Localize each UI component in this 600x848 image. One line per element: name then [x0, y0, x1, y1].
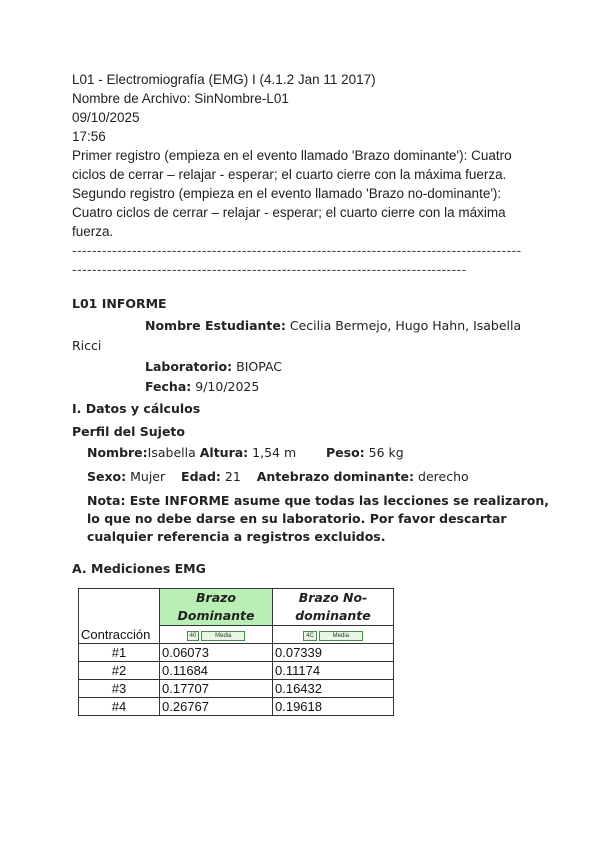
weight-label: Peso: — [326, 445, 365, 460]
profile-row-2 — [87, 469, 469, 484]
contraction-label: #2 — [79, 662, 160, 680]
nondominant-value: 0.11174 — [273, 662, 394, 680]
contraction-label: #3 — [79, 680, 160, 698]
date-row — [145, 379, 259, 394]
table-row — [79, 644, 394, 662]
report-title: L01 INFORME — [72, 296, 167, 311]
weight-row — [326, 445, 404, 460]
contraction-label: #1 — [79, 644, 160, 662]
dominant-value: 0.06073 — [160, 644, 273, 662]
date-label: Fecha: — [145, 379, 192, 394]
student-row — [145, 318, 521, 333]
forearm-value: derecho — [418, 469, 469, 484]
lab-value: BIOPAC — [236, 359, 283, 374]
measurement-chip[interactable]: Media — [319, 631, 363, 641]
weight-value: 56 kg — [368, 445, 404, 460]
header-nondominant-line1: Brazo No- — [298, 590, 368, 605]
name-label: Nombre: — [87, 445, 148, 460]
nondominant-measurement-chips — [273, 626, 394, 644]
nondominant-value: 0.16432 — [273, 680, 394, 698]
table-row — [79, 662, 394, 680]
student-value-continued: Ricci — [72, 338, 102, 353]
emg-measurements-table — [78, 588, 394, 716]
lesson-title: L01 - Electromiografía (EMG) I (4.1.2 Jan 11 2017) — [72, 72, 376, 87]
student-value: Cecilia Bermejo, Hugo Hahn, Isabella — [289, 318, 522, 333]
lab-row — [145, 359, 282, 374]
nondominant-value: 0.07339 — [273, 644, 394, 662]
forearm-label: Antebrazo dominante: — [256, 469, 415, 484]
contraction-label: #4 — [79, 698, 160, 716]
lesson-header — [72, 70, 532, 279]
lab-label: Laboratorio: — [145, 359, 233, 374]
age-label: Edad: — [181, 469, 221, 484]
contraction-header: Contracción — [79, 626, 160, 644]
file-name: Nombre de Archivo: SinNombre-L01 — [72, 91, 289, 106]
header-dominant-arm — [160, 589, 273, 626]
header-dominant-line1: Brazo — [196, 590, 236, 605]
record-date: 09/10/2025 — [72, 110, 140, 125]
dominant-value: 0.17707 — [160, 680, 273, 698]
section-data-calculations: I. Datos y cálculos — [72, 401, 201, 416]
sex-value: Mujer — [130, 469, 166, 484]
subject-profile-title: Perfil del Sujeto — [72, 424, 185, 439]
nondominant-value: 0.19618 — [273, 698, 394, 716]
table-row — [79, 698, 394, 716]
channel-chip[interactable]: 4C — [303, 631, 317, 641]
header-nondominant-line2: dominante — [295, 608, 371, 623]
sex-label: Sexo: — [87, 469, 127, 484]
section-emg-measurements: A. Mediciones EMG — [72, 561, 206, 576]
date-value: 9/10/2025 — [195, 379, 260, 394]
height-label: Altura: — [199, 445, 249, 460]
note-line-2: lo que no debe darse en su laboratorio. Por favor descartar — [87, 511, 507, 526]
age-value: 21 — [224, 469, 241, 484]
table-corner — [79, 589, 160, 626]
dominant-value: 0.26767 — [160, 698, 273, 716]
dominant-value: 0.11684 — [160, 662, 273, 680]
table-row — [79, 680, 394, 698]
name-value: Isabella — [147, 445, 196, 460]
header-dominant-line2: Dominante — [177, 608, 255, 623]
second-record-description: Segundo registro (empieza en el evento llamado 'Brazo no-dominante'): Cuatro ciclos de cerrar – relajar - esperar; el cuarto cierre con la máxima fuerza. — [72, 186, 506, 239]
dominant-measurement-chips — [160, 626, 273, 644]
note-line-3: cualquier referencia a registros excluidos. — [87, 529, 386, 544]
channel-chip[interactable]: 40 — [187, 631, 200, 641]
height-value: 1,54 m — [252, 445, 297, 460]
measurement-chip[interactable]: Media — [201, 631, 245, 641]
student-label: Nombre Estudiante: — [145, 318, 286, 333]
profile-row-1 — [87, 445, 296, 460]
separator-line: ------------------------------------------------------------------------------------------------------------------------------------------------------------------------- — [72, 243, 522, 277]
record-time: 17:56 — [72, 129, 106, 144]
first-record-description: Primer registro (empieza en el evento llamado 'Brazo dominante'): Cuatro ciclos de cerrar – relajar - esperar; el cuarto cierre con la máxima fuerza. — [72, 148, 512, 182]
header-nondominant-arm — [273, 589, 394, 626]
note-line-1: Nota: Este INFORME asume que todas las lecciones se realizaron, — [87, 493, 550, 508]
